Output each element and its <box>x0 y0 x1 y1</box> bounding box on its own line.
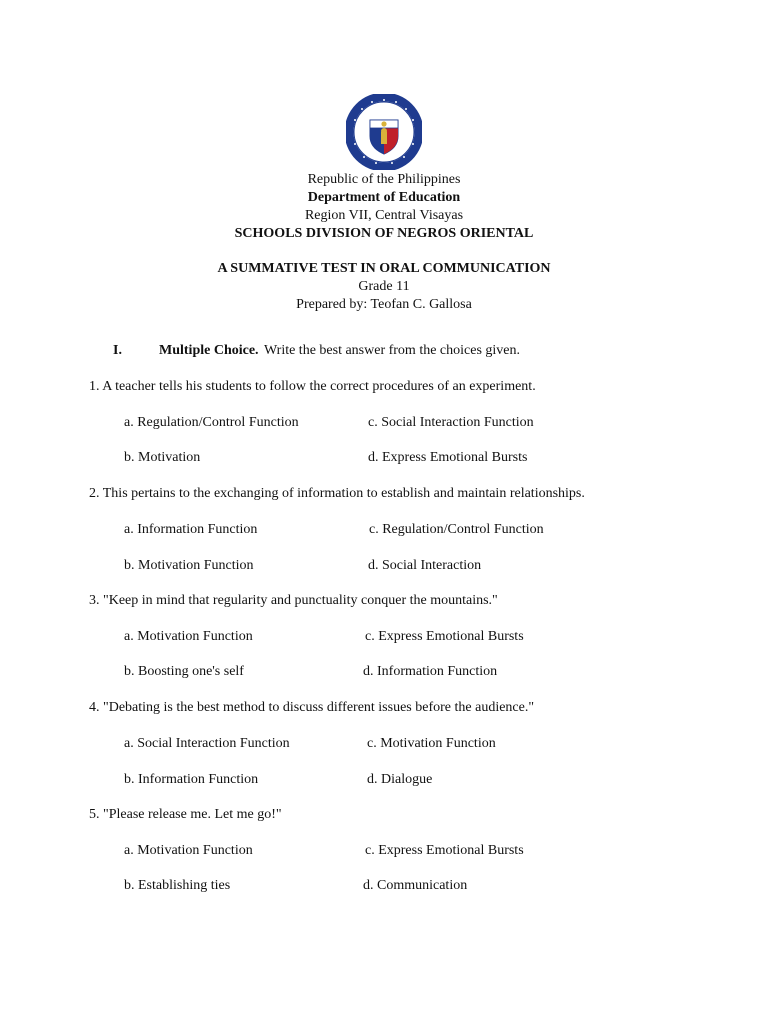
header-republic: Republic of the Philippines <box>307 172 461 187</box>
q1-option-d: d. Express Emotional Bursts <box>368 450 528 465</box>
q4-option-a: a. Social Interaction Function <box>124 736 290 751</box>
q3-option-b: b. Boosting one's self <box>124 664 244 679</box>
q5-option-a: a. Motivation Function <box>124 843 253 858</box>
header-division: SCHOOLS DIVISION OF NEGROS ORIENTAL <box>234 226 534 241</box>
q2-option-b: b. Motivation Function <box>124 558 254 573</box>
q2-option-d: d. Social Interaction <box>368 558 482 573</box>
question-3: 3. "Keep in mind that regularity and punctuality conquer the mountains." <box>89 593 498 608</box>
q3-option-d: d. Information Function <box>363 664 498 679</box>
q5-option-c: c. Express Emotional Bursts <box>365 843 524 858</box>
prepared-by: Prepared by: Teofan C. Gallosa <box>296 297 472 312</box>
test-title: A SUMMATIVE TEST IN ORAL COMMUNICATION <box>217 261 551 276</box>
question-5: 5. "Please release me. Let me go!" <box>89 807 282 822</box>
q2-option-c: c. Regulation/Control Function <box>369 522 544 537</box>
section-instruction: Write the best answer from the choices given. <box>264 343 521 358</box>
q3-option-a: a. Motivation Function <box>124 629 253 644</box>
question-2: 2. This pertains to the exchanging of information to establish and maintain relationships. <box>89 486 585 501</box>
header-department: Department of Education <box>307 190 461 205</box>
header-region: Region VII, Central Visayas <box>304 208 464 223</box>
q1-option-b: b. Motivation <box>124 450 201 465</box>
q4-option-c: c. Motivation Function <box>367 736 496 751</box>
q3-option-c: c. Express Emotional Bursts <box>365 629 524 644</box>
deped-seal-logo <box>346 94 422 170</box>
q1-option-a: a. Regulation/Control Function <box>124 415 299 430</box>
section-label: Multiple Choice. <box>159 343 259 358</box>
section-number: I. <box>113 343 122 358</box>
q5-option-d: d. Communication <box>363 878 468 893</box>
question-4: 4. "Debating is the best method to discuss different issues before the audience." <box>89 700 535 715</box>
q1-option-c: c. Social Interaction Function <box>368 415 534 430</box>
q4-option-b: b. Information Function <box>124 772 259 787</box>
q5-option-b: b. Establishing ties <box>124 878 231 893</box>
grade-level: Grade 11 <box>358 279 410 294</box>
q2-option-a: a. Information Function <box>124 522 258 537</box>
q4-option-d: d. Dialogue <box>367 772 433 787</box>
question-1: 1. A teacher tells his students to follow the correct procedures of an experiment. <box>89 379 536 394</box>
